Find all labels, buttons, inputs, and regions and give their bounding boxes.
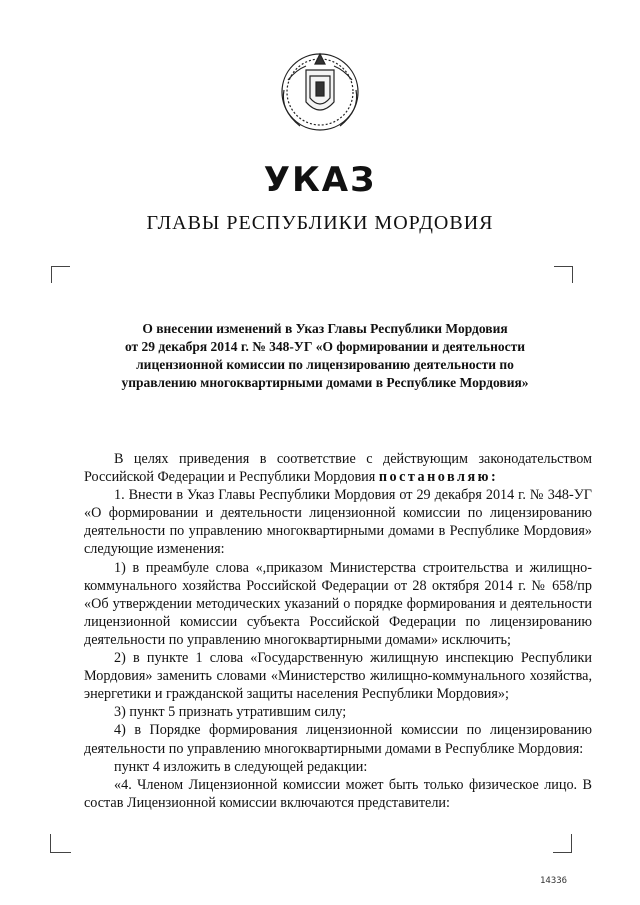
preamble-paragraph — [84, 450, 592, 486]
subject-line: лицензионной комиссии по лицензированию деятельности по — [136, 357, 514, 372]
document-title: УКАЗ — [263, 160, 377, 200]
preamble-text: В целях приведения в соответствие с действующим законодательством Российской Федерации и Республики Мордовия — [84, 451, 592, 486]
decree-word: постановляю: — [378, 469, 499, 486]
paragraph: 2) в пункте 1 слова «Государственную жилищную инспекцию Республики Мордовия» заменить словами «Министерство жилищно-коммунального хозяйства, энергетики и гражданской защиты населения Республики Мордовия»; — [84, 650, 592, 703]
corner-mark-bottom-right — [553, 834, 572, 853]
subject-line: О внесении изменений в Указ Главы Республики Мордовия — [142, 321, 508, 336]
paragraph: 1) в преамбуле слова «,приказом Министерства строительства и жилищно-коммунального хозяйства Российской Федерации от 28 октября 2014 г. № 658/пр «Об утверждении методических указаний о порядке формирования и деятельности лицензионной комиссии субъекта Российской Федерации по лицензированию деятельности по управлению многоквартирными домами» исключить; — [84, 559, 592, 648]
corner-mark-top-right — [554, 266, 573, 283]
paragraph: 4) в Порядке формирования лицензионной комиссии по лицензированию деятельности по управлению многоквартирными домами в Республике Мордовия: — [84, 722, 592, 757]
paragraph: 1. Внести в Указ Главы Республики Мордовия от 29 декабря 2014 г. № 348-УГ «О формировании и деятельности лицензионной комиссии по лицензированию деятельности по управлению многоквартирными домами в Республике Мордовия» следующие изменения: — [84, 487, 592, 558]
corner-mark-bottom-left — [50, 834, 71, 853]
subject-line: управлению многоквартирными домами в Республике Мордовия» — [121, 375, 529, 390]
registry-number: 14336 — [540, 876, 568, 886]
paragraph: «4. Членом Лицензионной комиссии может быть только физическое лицо. В состав Лицензионной комиссии включаются представители: — [84, 776, 592, 811]
corner-mark-top-left — [51, 266, 70, 283]
coat-of-arms-emblem — [270, 40, 370, 140]
subject-line: от 29 декабря 2014 г. № 348-УГ «О формировании и деятельности — [124, 339, 526, 354]
paragraph: 3) пункт 5 признать утратившим силу; — [114, 704, 347, 721]
document-issuer: ГЛАВЫ РЕСПУБЛИКИ МОРДОВИЯ — [146, 212, 494, 234]
paragraph: пункт 4 изложить в следующей редакции: — [114, 758, 368, 775]
decree-subject — [90, 320, 560, 392]
decree-body — [84, 450, 592, 812]
